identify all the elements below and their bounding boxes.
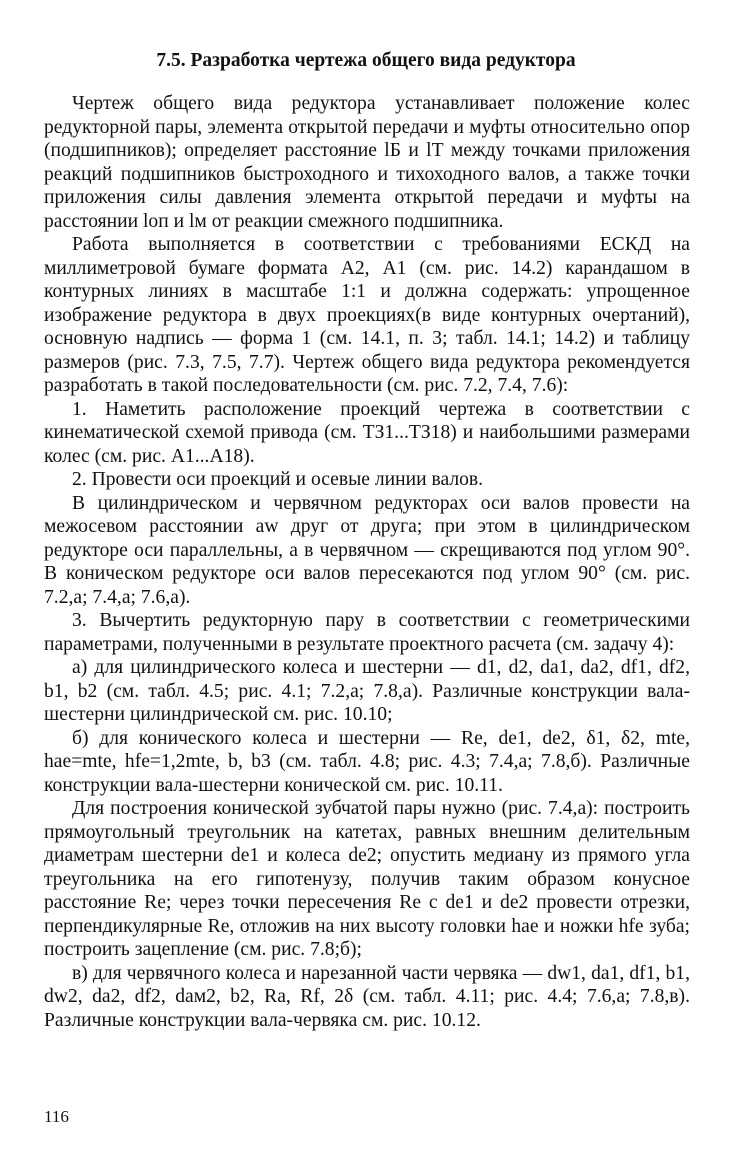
body-text — [44, 92, 690, 1032]
paragraph-conical-construction: Для построения конической зубчатой пары нужно (рис. 7.4,а): построить прямоугольный треугольник на катетах, равных внешним делительным диаметрам шестерни de1 и колеса de2; опустить медиану из прямого угла треугольника на его гипотенузу, получив таким образом конусное расстояние Re; через точки пересечения Re с de1 и de2 провести отрезки, перпендикулярные Re, отложив на них высоту головки hae и ножки hfe зуба; построить зацепление (см. рис. 7.8;б); — [44, 798, 690, 960]
paragraph-cylindrical: а) для цилиндрического колеса и шестерни — d1, d2, da1, da2, df1, df2, b1, b2 (см. табл. 4.5; рис. 4.1; 7.2,а; 7.8,а). Различные конструкции вала-шестерни цилиндрической см. рис. 10.10; — [44, 657, 690, 725]
section-title: 7.5. Разработка чертежа общего вида редуктора — [156, 50, 576, 71]
paragraph-requirements: Работа выполняется в соответствии с требованиями ЕСКД на миллиметровой бумаге формата А2, А1 (см. рис. 14.2) карандашом в контурных линиях в масштабе 1:1 и должна содержать: упрощенное изображение редуктора в двух проекциях(в виде контурных очертаний), основную надпись — форма 1 (см. 14.1, п. 3; табл. 14.1; 14.2) и таблицу размеров (рис. 7.3, 7.5, 7.7). Чертеж общего вида редуктора рекомендуется разработать в такой последовательности (см. рис. 7.2, 7.4, 7.6): — [44, 234, 690, 396]
paragraph-step-2: 2. Провести оси проекций и осевые линии валов. — [72, 469, 484, 490]
paragraph-axes: В цилиндрическом и червячном редукторах оси валов провести на межосевом расстоянии aw друг от друга; при этом в цилиндрическом редукторе оси параллельны, а в червячном — скрещиваются под углом 90°. В коническом редукторе оси валов пересекаются под углом 90° (см. рис. 7.2,а; 7.4,а; 7.6,а). — [44, 492, 690, 608]
paragraph-worm: в) для червячного колеса и нарезанной части червяка — dw1, da1, df1, b1, dw2, da2, df2, daм2, b2, Ra, Rf, 2δ (см. табл. 4.11; рис. 4.4; 7.6,а; 7.8,в). Различные конструкции вала-червяка см. рис. 10.12. — [44, 962, 690, 1031]
paragraph-step-3: 3. Вычертить редукторную пару в соответствии с геометрическими параметрами, полученными в результате проектного расчета (см. задачу 4): — [44, 610, 690, 655]
paragraph-conical: б) для конического колеса и шестерни — Re, de1, de2, δ1, δ2, mte, hae=mte, hfe=1,2mte, b, b3 (см. табл. 4.8; рис. 4.3; 7.4,а; 7.8,б). Различные конструкции вала-шестерни конической см. рис. 10.11. — [44, 727, 690, 796]
paragraph-intro: Чертеж общего вида редуктора устанавливает положение колес редукторной пары, элемента открытой передачи и муфты относительно опор (подшипников); определяет расстояние lБ и lТ между точками приложения реакций подшипников быстроходного и тихоходного валов, а также точки приложения силы давления элемента открытой передачи и муфты на расстоянии lоп и lм от реакции смежного подшипника. — [44, 93, 690, 232]
paragraph-step-1: 1. Наметить расположение проекций чертежа в соответствии с кинематической схемой привода (см. ТЗ1...ТЗ18) и наибольшими размерами колес (см. рис. А1...А18). — [44, 398, 690, 467]
page-number: 116 — [44, 1107, 69, 1126]
